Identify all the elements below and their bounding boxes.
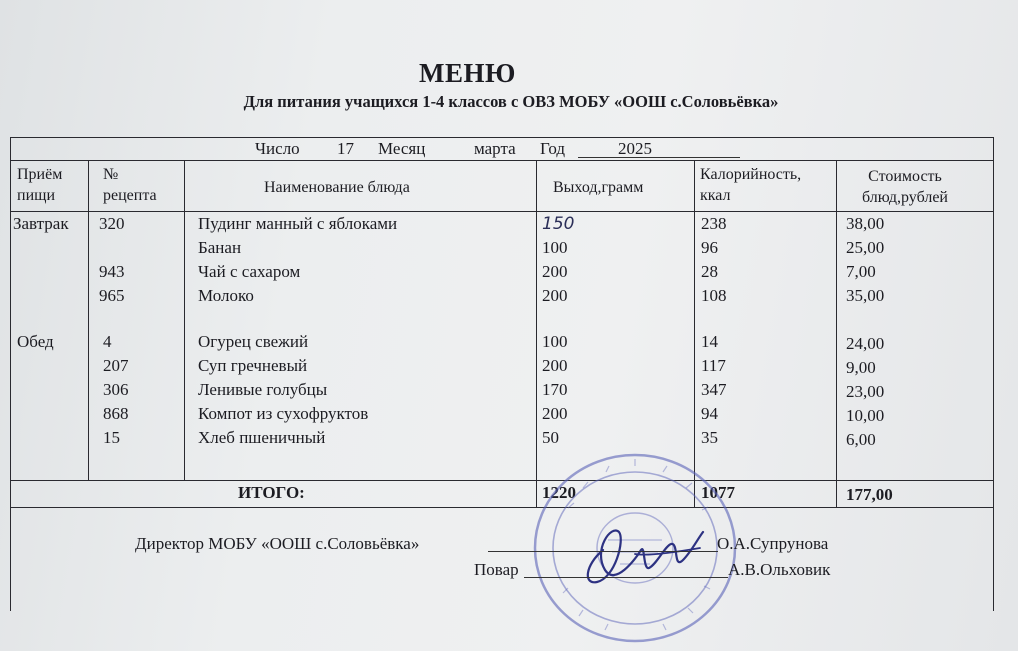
yield-value: 100	[542, 332, 568, 351]
yield-value: 200	[542, 286, 568, 305]
calories-value: 14	[701, 332, 718, 351]
cost-value: 24,00	[846, 334, 885, 353]
calories-value: 238	[701, 214, 727, 233]
header-yield: Выход,грамм	[553, 179, 644, 196]
yield-value: 100	[542, 238, 568, 257]
page-title: МЕНЮ	[419, 58, 516, 88]
cost-value: 10,00	[846, 406, 885, 425]
year-value: 2025	[618, 139, 652, 158]
dish-name: Чай с сахаром	[198, 262, 301, 281]
cost-value: 9,00	[846, 358, 876, 377]
cook-name: А.В.Ольховик	[728, 560, 831, 579]
total-label: ИТОГО:	[238, 483, 305, 502]
calories-value: 108	[701, 286, 727, 305]
yield-value: 200	[542, 262, 568, 281]
dish-name: Компот из сухофруктов	[198, 404, 369, 423]
cost-value: 7,00	[846, 262, 876, 281]
calories-value: 94	[701, 404, 718, 423]
calories-value: 347	[701, 380, 727, 399]
header-cost: Стоимость блюд,рублей	[862, 168, 948, 206]
signature	[575, 510, 705, 600]
cook-signature-line	[524, 577, 728, 578]
header-meal: Приём пищи	[17, 166, 63, 204]
recipe-number: 4	[103, 332, 112, 351]
total-cost: 177,00	[846, 485, 893, 504]
yield-value: 200	[542, 356, 568, 375]
director-name: О.А.Супрунова	[717, 534, 829, 553]
column-divider	[88, 160, 89, 480]
dish-name: Хлеб пшеничный	[198, 428, 326, 447]
cost-value: 25,00	[846, 238, 885, 257]
recipe-number: 320	[99, 214, 125, 233]
header-top-line	[10, 160, 993, 161]
yield-value: 170	[542, 380, 568, 399]
year-underline	[578, 157, 740, 158]
header-recipe: № рецепта	[103, 166, 157, 204]
table-border-left	[10, 137, 11, 611]
meal-lunch-label: Обед	[17, 332, 54, 351]
total-top-line	[10, 480, 993, 481]
recipe-number: 965	[99, 286, 125, 305]
column-divider	[184, 160, 185, 480]
total-yield: 1220	[542, 483, 576, 502]
dish-name: Пудинг манный с яблоками	[198, 214, 398, 233]
cook-label: Повар	[474, 560, 519, 579]
header-bottom-line	[10, 211, 993, 212]
director-label: Директор МОБУ «ООШ с.Соловьёвка»	[135, 534, 420, 553]
total-bottom-line	[10, 507, 993, 508]
calories-value: 117	[701, 356, 726, 375]
cost-value: 38,00	[846, 214, 885, 233]
cost-value: 35,00	[846, 286, 885, 305]
column-divider	[836, 160, 837, 507]
cost-value: 6,00	[846, 430, 876, 449]
page-subtitle: Для питания учащихся 1-4 классов с ОВЗ МОБУ «ООШ с.Соловьёвка»	[243, 92, 779, 111]
yield-value-handwritten: 150	[542, 214, 575, 234]
dish-name: Банан	[198, 238, 242, 257]
dish-name: Огурец свежий	[198, 332, 309, 351]
calories-value: 28	[701, 262, 718, 281]
meal-breakfast-label: Завтрак	[13, 214, 69, 233]
month-value: марта	[474, 139, 516, 158]
dish-name: Ленивые голубцы	[198, 380, 328, 399]
day-value: 17	[337, 139, 354, 158]
yield-value: 50	[542, 428, 559, 447]
recipe-number: 306	[103, 380, 129, 399]
dish-name: Молоко	[198, 286, 254, 305]
recipe-number: 15	[103, 428, 120, 447]
day-label: Число	[255, 139, 300, 158]
header-calories: Калорийность, ккал	[700, 166, 802, 204]
cost-value: 23,00	[846, 382, 885, 401]
table-border-top	[10, 137, 993, 138]
recipe-number: 943	[99, 262, 125, 281]
dish-name: Суп гречневый	[198, 356, 308, 375]
recipe-number: 868	[103, 404, 129, 423]
month-label: Месяц	[378, 139, 426, 158]
calories-value: 35	[701, 428, 718, 447]
director-signature-line	[488, 551, 718, 552]
total-calories: 1077	[701, 483, 735, 502]
recipe-number: 207	[103, 356, 129, 375]
yield-value: 200	[542, 404, 568, 423]
table-border-right	[993, 137, 994, 611]
header-dish: Наименование блюда	[264, 179, 410, 196]
year-label: Год	[540, 139, 565, 158]
calories-value: 96	[701, 238, 718, 257]
